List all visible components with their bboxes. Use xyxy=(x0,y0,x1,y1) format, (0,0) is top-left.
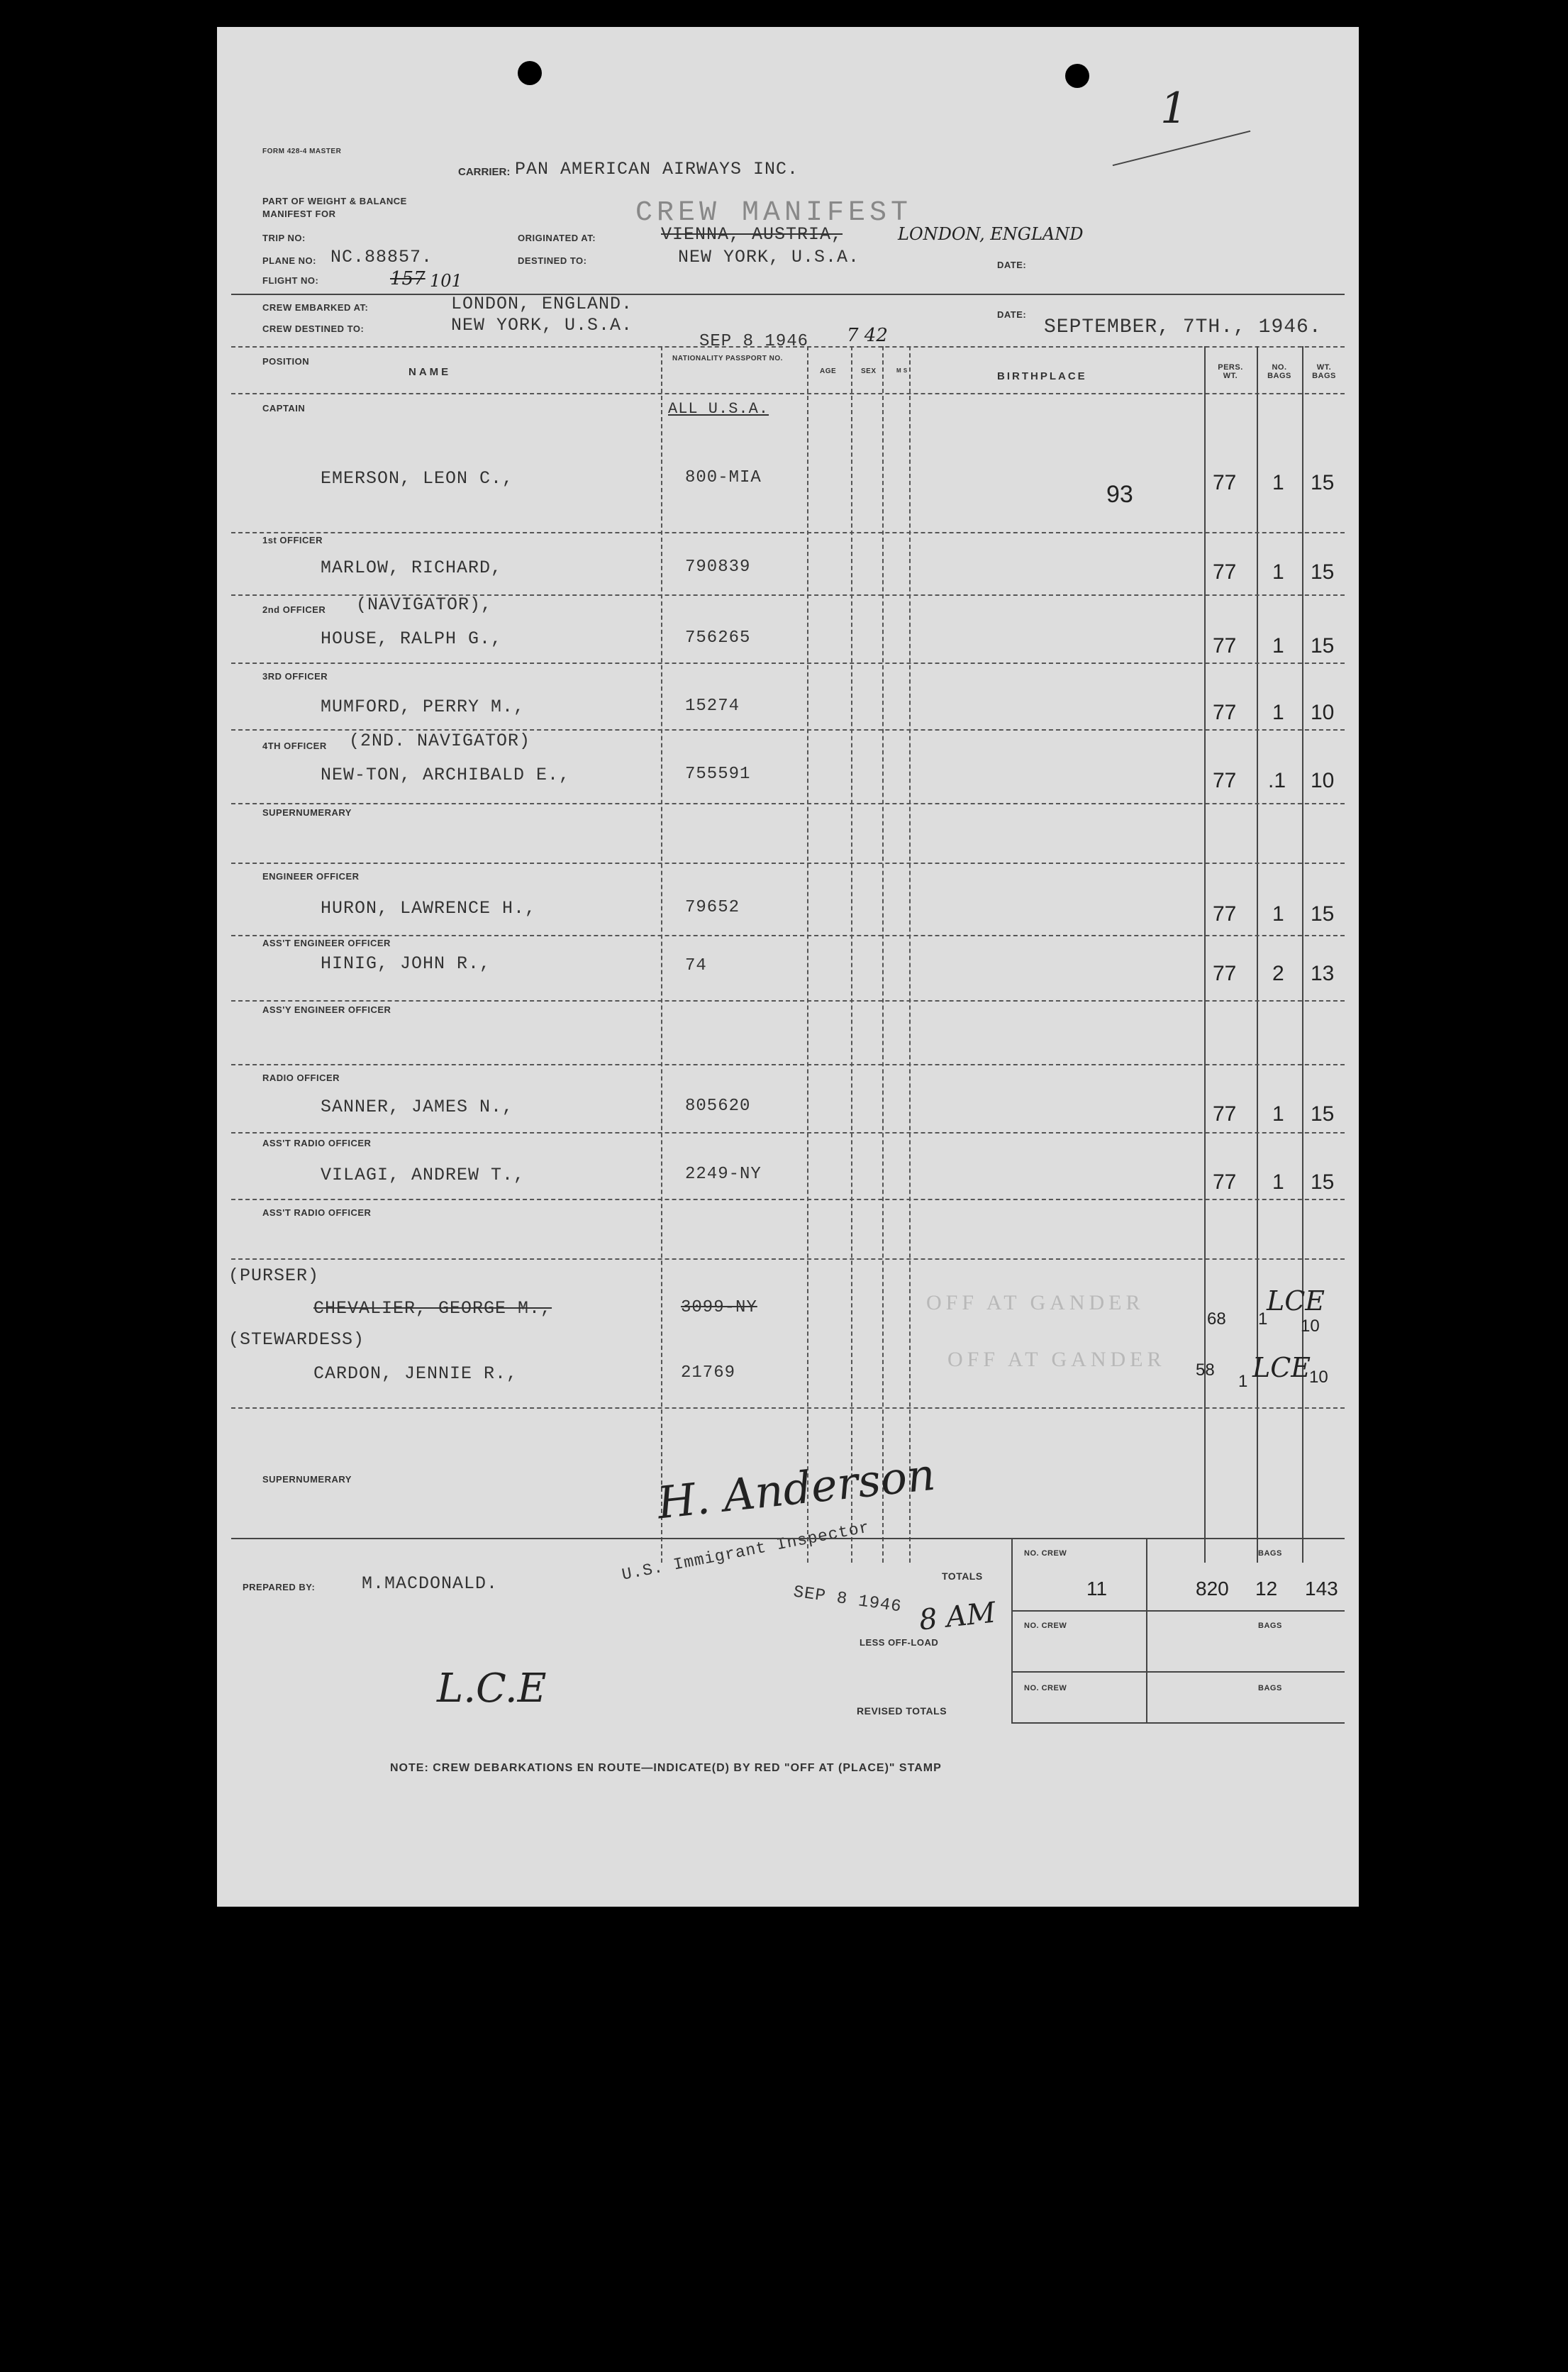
crew-wt-bags: 15 xyxy=(1311,902,1335,926)
inspector-stamp-date: SEP 8 1946 xyxy=(791,1583,903,1617)
totals-grid-row1 xyxy=(1011,1610,1345,1612)
totals-grid-row2 xyxy=(1011,1671,1345,1673)
crew-passport: 79652 xyxy=(685,898,740,917)
col-divider-age xyxy=(851,346,852,1563)
plane-label: PLANE NO: xyxy=(262,255,316,266)
col-divider-sex xyxy=(882,346,884,1563)
section-stewardess: (STEWARDESS) xyxy=(228,1329,365,1350)
crew-pers-wt: 77 xyxy=(1213,962,1237,985)
crew-pers-wt: 77 xyxy=(1213,1102,1237,1126)
crew-wt-bags: 15 xyxy=(1311,560,1335,584)
trip-label: TRIP NO: xyxy=(262,233,306,243)
crew-pers-wt: 77 xyxy=(1213,1170,1237,1194)
crew-pers-wt: 68 xyxy=(1207,1309,1226,1329)
col-position: POSITION xyxy=(262,356,310,367)
fourth-officer-role: (2ND. NAVIGATOR) xyxy=(349,731,531,751)
crew-name: MUMFORD, PERRY M., xyxy=(321,697,526,717)
col-divider-nationality xyxy=(807,346,808,1563)
preparer-initials: L.C.E xyxy=(437,1666,547,1712)
table-top-rule xyxy=(231,346,1345,348)
carrier-label: CARRIER: xyxy=(458,166,511,178)
date-value: SEPTEMBER, 7TH., 1946. xyxy=(1044,316,1322,338)
originated-label: ORIGINATED AT: xyxy=(518,233,596,243)
section-asst-engineer-2: ASS'Y ENGINEER OFFICER xyxy=(262,1004,391,1015)
col-age: AGE xyxy=(820,367,837,375)
crew-pers-wt: 77 xyxy=(1213,769,1237,792)
destined-value: NEW YORK, U.S.A. xyxy=(678,247,860,267)
row-rule xyxy=(231,1064,1345,1065)
crew-no-bags: 1 xyxy=(1272,560,1284,584)
flight-number: 101 xyxy=(430,271,462,291)
section-asst-radio: ASS'T RADIO OFFICER xyxy=(262,1138,372,1148)
crew-name: SANNER, JAMES N., xyxy=(321,1097,514,1117)
off-at-gander-stamp: OFF AT GANDER xyxy=(947,1348,1166,1371)
inspector-title: U.S. Immigrant Inspector xyxy=(620,1518,872,1585)
crew-name: EMERSON, LEON C., xyxy=(321,468,514,489)
crew-no-bags: .1 xyxy=(1268,769,1286,792)
manifest-page xyxy=(217,27,1359,1907)
totals-top-rule xyxy=(231,1538,1345,1539)
col-nationality: NATIONALITY PASSPORT NO. xyxy=(672,355,783,362)
off-at-gander-stamp: OFF AT GANDER xyxy=(926,1291,1145,1314)
no-crew-label-2: NO. CREW xyxy=(1024,1622,1067,1630)
less-offload-label: LESS OFF-LOAD xyxy=(860,1637,939,1648)
col-wt-bags: WT. BAGS xyxy=(1312,363,1336,380)
crew-pers-wt: 58 xyxy=(1196,1360,1215,1380)
crew-pers-wt: 77 xyxy=(1213,701,1237,724)
total-crew: 11 xyxy=(1086,1578,1108,1600)
crew-passport: 15274 xyxy=(685,697,740,716)
crew-name: NEW-TON, ARCHIBALD E., xyxy=(321,765,571,785)
crew-name: HOUSE, RALPH G., xyxy=(321,628,503,649)
form-number: FORM 428-4 MASTER xyxy=(262,148,342,155)
date-label: DATE: xyxy=(997,260,1027,270)
crew-no-bags: 1 xyxy=(1238,1372,1248,1391)
prepared-by: M.MACDONALD. xyxy=(362,1573,499,1594)
flight-struck: 157 xyxy=(390,268,426,289)
revised-totals-label: REVISED TOTALS xyxy=(857,1705,947,1717)
prepared-label: PREPARED BY: xyxy=(243,1582,316,1592)
received-stamp-time: 7 42 xyxy=(847,325,888,346)
footer-note: NOTE: CREW DEBARKATIONS EN ROUTE—INDICATE(D) BY RED "OFF AT (PLACE)" STAMP xyxy=(390,1762,942,1774)
crew-passport: 790839 xyxy=(685,558,751,577)
total-bags: 12 xyxy=(1255,1578,1278,1600)
crew-passport: 756265 xyxy=(685,628,751,648)
crew-wt-bags: 10 xyxy=(1309,1368,1328,1387)
no-crew-label-3: NO. CREW xyxy=(1024,1684,1067,1692)
totals-grid-left xyxy=(1011,1538,1013,1722)
crew-no-bags: 1 xyxy=(1272,1170,1284,1194)
originated-struck: VIENNA, AUSTRIA, xyxy=(661,224,843,245)
header-bottom-rule xyxy=(231,393,1345,394)
total-weight: 820 xyxy=(1196,1578,1229,1600)
crew-no-bags: 1 xyxy=(1272,902,1284,926)
row-rule xyxy=(231,1132,1345,1134)
crew-name: HINIG, JOHN R., xyxy=(321,953,491,974)
destined-label: DESTINED TO: xyxy=(518,255,587,266)
section-first-officer: 1st OFFICER xyxy=(262,535,323,545)
crew-no-bags: 2 xyxy=(1272,962,1284,985)
crew-no-bags: 1 xyxy=(1272,634,1284,658)
crew-wt-bags: 10 xyxy=(1311,769,1335,792)
row-rule xyxy=(231,1258,1345,1260)
crew-wt-bags: 15 xyxy=(1311,1170,1335,1194)
row-rule xyxy=(231,1000,1345,1002)
header-rule xyxy=(231,294,1345,295)
date-label-2: DATE: xyxy=(997,309,1027,320)
bags-label-3: BAGS xyxy=(1258,1684,1282,1692)
crew-no-bags: 1 xyxy=(1258,1309,1268,1329)
punch-hole-right xyxy=(1065,64,1089,88)
section-purser: (PURSER) xyxy=(228,1265,320,1286)
col-pers-wt: PERS. WT. xyxy=(1218,363,1243,380)
row-rule xyxy=(231,1407,1345,1409)
row-rule xyxy=(231,532,1345,533)
crew-passport: 3099-NY xyxy=(681,1298,757,1317)
col-divider-name xyxy=(661,346,662,1563)
crew-wt-bags: 13 xyxy=(1311,962,1335,985)
crew-wt-bags: 10 xyxy=(1311,701,1335,724)
col-marital: M S xyxy=(896,367,908,374)
manifest-title: CREW MANIFEST xyxy=(635,197,913,229)
inspector-time: 8 AM xyxy=(917,1596,998,1637)
plane-number: NC.88857. xyxy=(330,247,433,267)
crew-passport: 805620 xyxy=(685,1097,751,1116)
row-rule xyxy=(231,935,1345,936)
embarked-value: LONDON, ENGLAND. xyxy=(451,294,633,314)
crew-pers-wt: 77 xyxy=(1213,471,1237,494)
crew-wt-bags: 15 xyxy=(1311,1102,1335,1126)
punch-hole-left xyxy=(518,61,542,85)
nationality-all-usa: ALL U.S.A. xyxy=(668,400,769,418)
part-of-label: PART OF WEIGHT & BALANCE xyxy=(262,196,407,206)
bags-label-2: BAGS xyxy=(1258,1622,1282,1630)
crew-wt-bags: 15 xyxy=(1311,471,1335,494)
crew-initials: LCE xyxy=(1267,1285,1325,1317)
col-birthplace: BIRTHPLACE xyxy=(997,370,1087,382)
totals-grid-bottom xyxy=(1011,1722,1345,1724)
col-name: NAME xyxy=(408,366,452,378)
crew-name: HURON, LAWRENCE H., xyxy=(321,898,537,919)
second-officer-role: (NAVIGATOR), xyxy=(356,594,493,615)
bags-label: BAGS xyxy=(1258,1549,1282,1558)
crew-passport: 21769 xyxy=(681,1363,736,1382)
section-radio: RADIO OFFICER xyxy=(262,1073,340,1083)
crew-pers-wt: 77 xyxy=(1213,560,1237,584)
embarked-label: CREW EMBARKED AT: xyxy=(262,302,369,313)
manifest-for-label: MANIFEST FOR xyxy=(262,209,336,219)
crew-birthplace: 93 xyxy=(1106,481,1133,508)
total-bag-weight: 143 xyxy=(1305,1578,1338,1600)
section-second-officer: 2nd OFFICER xyxy=(262,604,326,615)
crew-name: VILAGI, ANDREW T., xyxy=(321,1165,526,1185)
received-stamp-date: SEP 8 1946 xyxy=(699,332,809,351)
crew-destined-value: NEW YORK, U.S.A. xyxy=(451,315,633,336)
crew-destined-label: CREW DESTINED TO: xyxy=(262,323,365,334)
section-asst-engineer: ASS'T ENGINEER OFFICER xyxy=(262,938,391,948)
crew-no-bags: 1 xyxy=(1272,701,1284,724)
col-divider-marital xyxy=(909,346,911,1563)
col-no-bags: NO. BAGS xyxy=(1267,363,1291,380)
section-third-officer: 3RD OFFICER xyxy=(262,671,328,682)
section-fourth-officer: 4TH OFFICER xyxy=(262,741,327,751)
section-captain: CAPTAIN xyxy=(262,403,306,414)
crew-pers-wt: 77 xyxy=(1213,902,1237,926)
row-rule xyxy=(231,803,1345,804)
carrier-name: PAN AMERICAN AIRWAYS INC. xyxy=(515,159,799,179)
flight-label: FLIGHT NO: xyxy=(262,275,319,286)
section-supernumerary: SUPERNUMERARY xyxy=(262,807,352,818)
crew-no-bags: 1 xyxy=(1272,471,1284,494)
section-engineer: ENGINEER OFFICER xyxy=(262,871,360,882)
section-asst-radio-2: ASS'T RADIO OFFICER xyxy=(262,1207,372,1218)
crew-wt-bags: 10 xyxy=(1301,1317,1320,1336)
no-crew-label: NO. CREW xyxy=(1024,1549,1067,1558)
crew-wt-bags: 15 xyxy=(1311,634,1335,658)
crew-name: MARLOW, RICHARD, xyxy=(321,558,503,578)
originated-handwritten: LONDON, ENGLAND xyxy=(898,224,1084,244)
totals-grid-mid xyxy=(1146,1538,1147,1722)
crew-initials: LCE xyxy=(1252,1352,1311,1383)
crew-name: CARDON, JENNIE R., xyxy=(313,1363,518,1384)
page-number: 1 xyxy=(1160,84,1188,133)
crew-name: CHEVALIER, GEORGE M., xyxy=(313,1298,552,1319)
crew-no-bags: 1 xyxy=(1272,1102,1284,1126)
row-rule xyxy=(231,1199,1345,1200)
col-sex: SEX xyxy=(861,367,877,375)
crew-passport: 74 xyxy=(685,956,707,975)
row-rule xyxy=(231,863,1345,864)
page-number-underline xyxy=(1113,131,1251,166)
crew-passport: 755591 xyxy=(685,765,751,784)
section-supernumerary-2: SUPERNUMERARY xyxy=(262,1474,352,1485)
crew-pers-wt: 77 xyxy=(1213,634,1237,658)
row-rule xyxy=(231,663,1345,664)
crew-passport: 2249-NY xyxy=(685,1165,762,1184)
totals-label: TOTALS xyxy=(942,1570,983,1582)
crew-passport: 800-MIA xyxy=(685,468,762,487)
inspector-signature: H. Anderson xyxy=(655,1448,938,1529)
